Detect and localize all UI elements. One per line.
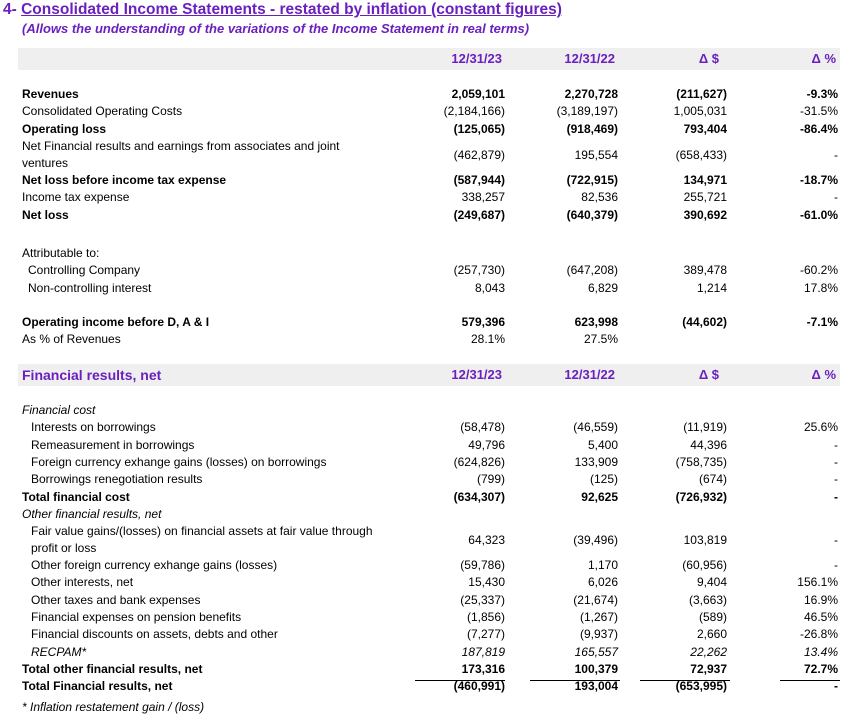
row-value: (674): [698, 472, 727, 487]
title-text: Consolidated Income Statements - restated by inflation (constant figures): [21, 1, 562, 18]
table-row: [0, 280, 845, 297]
table-row: [0, 245, 845, 262]
row-value: 25.6%: [803, 420, 838, 435]
row-value: (249,687): [453, 207, 505, 222]
row-value: 338,257: [461, 190, 505, 205]
row-value: (125): [589, 472, 618, 487]
row-label: Net loss before income tax expense: [22, 172, 227, 187]
row-value: -31.5%: [799, 104, 838, 119]
page-subtitle: (Allows the understanding of the variations of the Income Statement in real terms): [22, 21, 530, 36]
row-label: Total financial cost: [22, 489, 130, 504]
row-value: (640,379): [566, 207, 618, 222]
row-value: (25,337): [460, 592, 505, 607]
table-row: [0, 189, 845, 206]
table-row: [0, 103, 845, 120]
row-value: 72.7%: [803, 661, 838, 676]
table-row: [0, 172, 845, 189]
row-value: 72,937: [690, 661, 727, 676]
total-underline: [640, 680, 730, 681]
row-value: (21,674): [573, 592, 618, 607]
row-label: Interests on borrowings: [31, 420, 156, 435]
row-value: 16.9%: [803, 592, 838, 607]
row-value: 623,998: [574, 315, 618, 329]
row-value: 13.4%: [803, 644, 838, 659]
row-value: 1,005,031: [673, 104, 727, 119]
row-value: (257,730): [453, 263, 505, 278]
row-value: (2,184,166): [443, 104, 505, 119]
financial-section-title: Financial results, net: [22, 367, 162, 383]
col-header-delta-abs: Δ $: [698, 51, 719, 66]
row-value: 15,430: [468, 575, 505, 590]
row-value: (39,496): [573, 533, 618, 548]
table-row: [0, 523, 845, 557]
row-value: -61.0%: [799, 207, 838, 222]
row-value: 255,721: [683, 190, 727, 205]
row-value: 390,692: [683, 207, 727, 222]
row-value: 6,829: [587, 280, 618, 295]
row-value: 17.8%: [803, 280, 838, 295]
row-value: (653,995): [675, 679, 727, 694]
row-label: RECPAM*: [31, 644, 87, 659]
row-label: Financial cost: [22, 403, 96, 417]
table-row: [0, 626, 845, 643]
row-value: -26.8%: [799, 627, 838, 642]
row-label: Foreign currency exhange gains (losses) on borrowings: [31, 454, 327, 469]
row-value: 27.5%: [583, 332, 618, 347]
row-value: (7,277): [466, 627, 505, 642]
row-value: (211,627): [676, 87, 727, 101]
row-label: Other taxes and bank expenses: [31, 592, 201, 607]
row-value: 2,270,728: [564, 87, 618, 101]
col-header-delta-pct: Δ %: [811, 367, 836, 382]
row-value: 28.1%: [470, 332, 505, 347]
col-header-2022: 12/31/22: [564, 367, 615, 382]
table-row: [0, 506, 845, 523]
table-row: [0, 609, 845, 626]
table-row: [0, 454, 845, 471]
total-underline: [415, 680, 505, 681]
table-row: [0, 489, 845, 506]
row-value: 193,004: [574, 679, 618, 694]
table-row: [0, 419, 845, 436]
row-value: -: [834, 489, 838, 504]
row-value: (658,433): [675, 147, 727, 162]
row-label: Financial discounts on assets, debts and other: [31, 627, 278, 642]
row-value: (59,786): [460, 558, 505, 573]
row-value: (60,956): [682, 558, 727, 573]
row-value: 133,909: [574, 454, 618, 469]
row-label: Consolidated Operating Costs: [22, 104, 183, 119]
row-value: 44,396: [690, 437, 727, 452]
row-value: (3,189,197): [556, 104, 618, 119]
row-label: Income tax expense: [22, 190, 130, 205]
row-value: 2,660: [696, 627, 727, 642]
row-value: -60.2%: [799, 263, 838, 278]
row-value: 9,404: [696, 575, 727, 590]
row-value: (726,932): [675, 489, 727, 504]
row-label: Other foreign currency exhange gains (losses): [31, 558, 278, 573]
row-value: 82,536: [581, 190, 618, 205]
row-label: Operating loss: [22, 121, 107, 136]
row-value: (589): [698, 610, 727, 624]
row-value: -: [834, 437, 838, 452]
table-row: [0, 592, 845, 609]
row-value: -: [834, 472, 838, 487]
row-value: -: [834, 533, 838, 548]
title-number: 4-: [3, 1, 17, 18]
financial-header-bar: [18, 364, 840, 386]
row-value: 103,819: [683, 533, 727, 548]
row-value: 187,819: [461, 644, 505, 659]
row-value: (11,919): [683, 420, 727, 435]
row-value: 389,478: [683, 263, 727, 278]
row-value: (722,915): [566, 172, 618, 187]
row-value: 165,557: [574, 644, 618, 659]
row-value: 46.5%: [803, 610, 838, 624]
row-value: (799): [476, 472, 505, 487]
total-underline: [780, 680, 840, 681]
row-value: -: [834, 454, 838, 469]
col-header-delta-pct: Δ %: [811, 51, 836, 66]
row-value: (58,478): [460, 420, 505, 435]
table-row: [0, 314, 845, 331]
row-label: Total Financial results, net: [22, 679, 173, 694]
row-value: (9,937): [579, 627, 618, 642]
row-value: 1,170: [587, 558, 618, 573]
row-value: 49,796: [468, 437, 505, 452]
row-value: 134,971: [683, 172, 727, 187]
row-value: -: [834, 558, 838, 573]
row-value: 173,316: [461, 661, 505, 676]
row-value: -9.3%: [806, 87, 838, 101]
row-value: (758,735): [675, 454, 727, 469]
row-value: (918,469): [566, 121, 618, 136]
row-value: 8,043: [474, 280, 505, 295]
row-value: (1,267): [579, 610, 618, 624]
col-header-2023: 12/31/23: [451, 51, 502, 66]
row-value: (125,065): [453, 121, 505, 136]
row-value: -18.7%: [799, 172, 838, 187]
row-label: Borrowings renegotiation results: [31, 472, 203, 487]
row-value: -: [834, 147, 838, 162]
footnote: [0, 699, 845, 716]
row-label: Total other financial results, net: [22, 661, 203, 676]
total-underline: [530, 680, 620, 681]
row-value: -7.1%: [806, 315, 838, 329]
row-value: 156.1%: [797, 575, 838, 590]
table-row: [0, 262, 845, 279]
income-header-bar: [18, 48, 840, 70]
table-row: [0, 402, 845, 419]
table-row: [0, 138, 845, 172]
row-value: 5,400: [587, 437, 618, 452]
row-label: Controlling Company: [28, 263, 141, 278]
row-value: (46,559): [573, 420, 618, 435]
row-value: 793,404: [683, 121, 727, 136]
footnote-text: * Inflation restatement gain / (loss): [22, 700, 205, 714]
row-label: Remeasurement in borrowings: [31, 437, 195, 452]
row-label: Other financial results, net: [22, 506, 162, 521]
row-value: (3,663): [688, 592, 727, 607]
row-value: (1,856): [466, 610, 505, 624]
row-value: 92,625: [581, 489, 618, 504]
row-value: -: [834, 190, 838, 205]
row-value: 195,554: [574, 147, 618, 162]
row-label: Financial expenses on pension benefits: [31, 610, 242, 624]
table-row: [0, 207, 845, 224]
row-label: Other interests, net: [31, 575, 134, 590]
row-value: 64,323: [468, 533, 505, 548]
row-label: Fair value gains/(losses) on financial assets at fair value through profit or loss: [31, 524, 373, 556]
table-row: [0, 331, 845, 348]
row-label: Non-controlling interest: [28, 280, 152, 295]
row-value: (460,991): [453, 679, 505, 694]
row-value: (624,826): [453, 454, 505, 469]
table-row: [0, 471, 845, 488]
col-header-2023: 12/31/23: [451, 367, 502, 382]
row-value: (647,208): [566, 263, 618, 278]
table-row: [0, 661, 845, 678]
row-value: (634,307): [453, 489, 505, 504]
row-value: -: [834, 679, 838, 694]
row-value: 6,026: [587, 575, 618, 590]
row-value: -86.4%: [799, 121, 838, 136]
table-row: [0, 557, 845, 574]
table-row: [0, 121, 845, 138]
row-label: Net loss: [22, 207, 69, 222]
table-row: [0, 86, 845, 103]
row-label: Net Financial results and earnings from associates and joint ventures: [22, 138, 340, 170]
table-row: [0, 437, 845, 454]
row-value: (587,944): [453, 172, 505, 187]
col-header-delta-abs: Δ $: [698, 367, 719, 382]
row-value: 579,396: [461, 315, 505, 329]
page-title: [3, 0, 562, 19]
row-label: Attributable to:: [22, 246, 100, 260]
row-label: Revenues: [22, 87, 79, 101]
row-label: As % of Revenues: [22, 332, 121, 347]
row-label: Operating income before D, A & I: [22, 315, 210, 329]
col-header-2022: 12/31/22: [564, 51, 615, 66]
table-row: [0, 644, 845, 661]
row-value: 100,379: [574, 661, 618, 676]
row-value: (44,602): [682, 315, 727, 329]
row-value: (462,879): [453, 147, 505, 162]
row-value: 1,214: [696, 280, 727, 295]
row-value: 22,262: [690, 644, 727, 659]
row-value: 2,059,101: [451, 87, 505, 101]
table-row: [0, 574, 845, 591]
